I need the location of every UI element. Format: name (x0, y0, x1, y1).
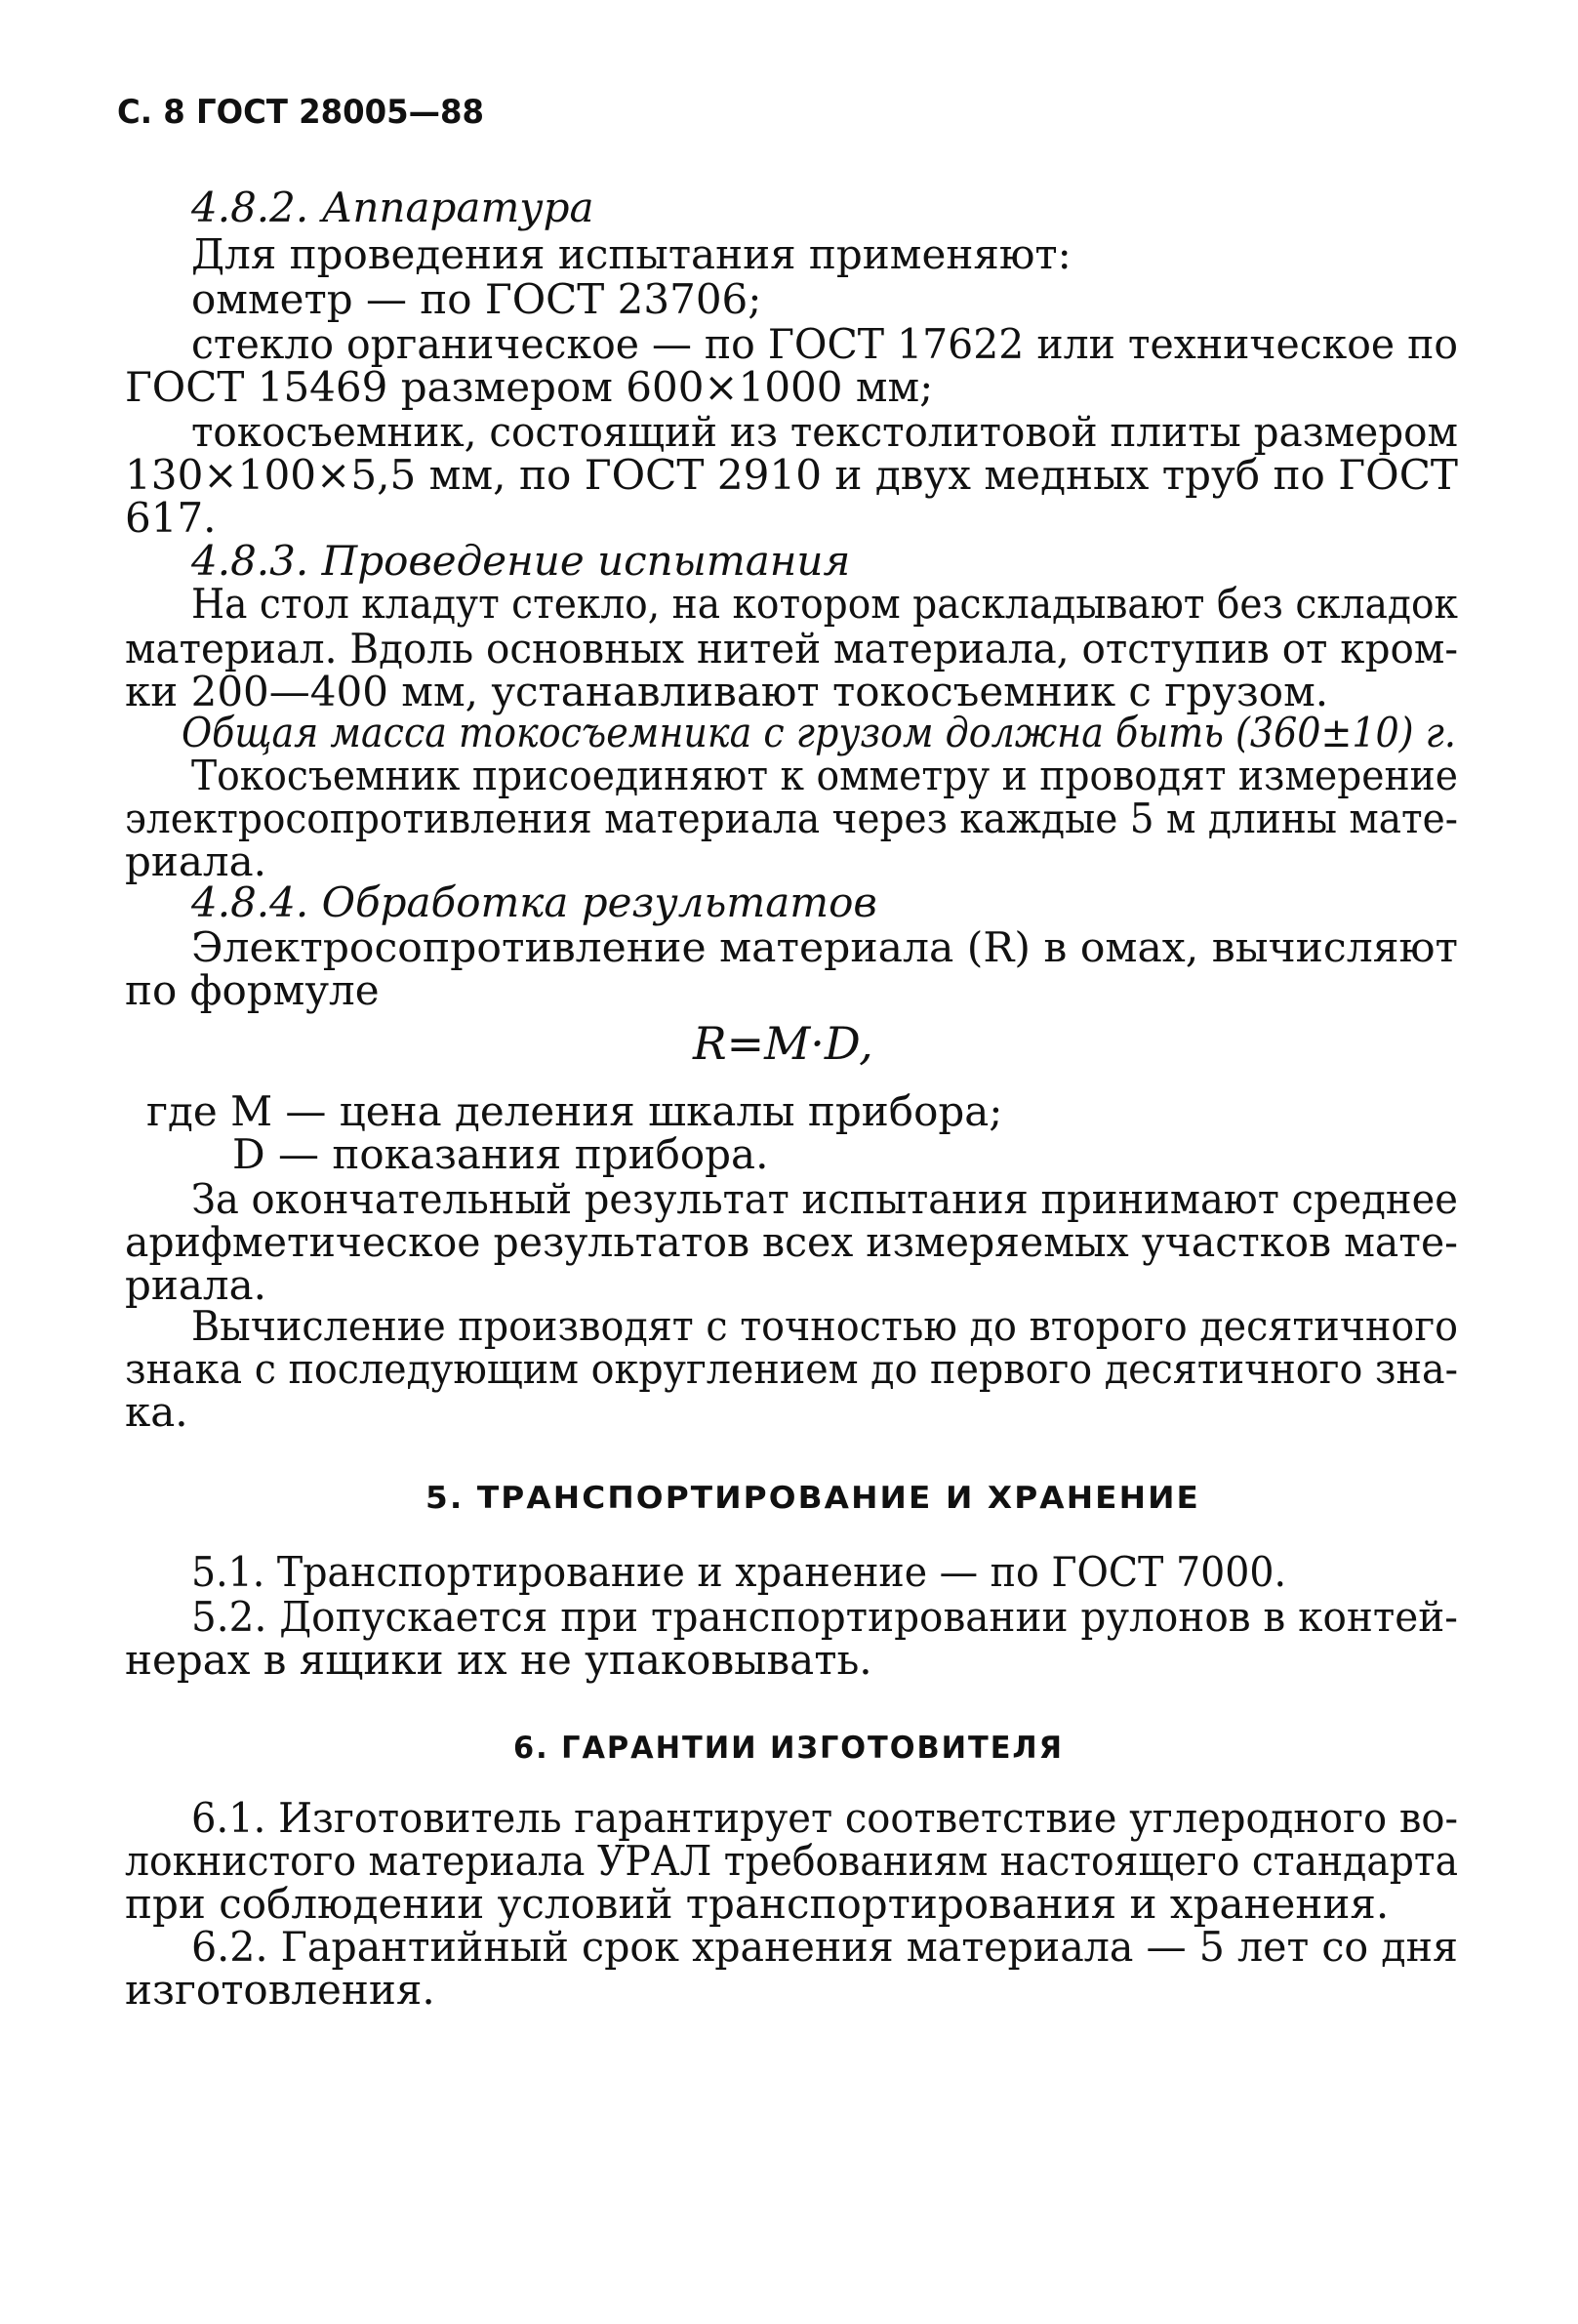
where-line: D — показания прибора. (232, 1130, 769, 1178)
text-line: 617. (125, 494, 217, 542)
text-line: За окончательный результат испытания принимают среднее (191, 1175, 1458, 1223)
text-line: знака с последующим округлением до первого десятичного зна- (125, 1345, 1458, 1393)
note-line: Общая масса токосъемника с грузом должна быть (360±10) г. (182, 709, 1456, 756)
where-line: где M — цена деления шкалы прибора; (146, 1087, 1003, 1135)
text-line: ГОСТ 15469 размером 600×1000 мм; (125, 363, 934, 411)
page-header: С. 8 ГОСТ 28005—88 (117, 93, 484, 132)
text-line: электросопротивления материала через каждые 5 м длины мате- (125, 795, 1458, 842)
text-line: изготовления. (125, 1966, 435, 2014)
text-line: Вычисление производят с точностью до второго десятичного (191, 1302, 1458, 1350)
text-line: омметр — по ГОСТ 23706; (191, 275, 762, 323)
text-line: локнистого материала УРАЛ требованиям настоящего стандарта (125, 1837, 1458, 1885)
text-line: 130×100×5,5 мм, по ГОСТ 2910 и двух медных труб по ГОСТ (125, 451, 1459, 499)
section-heading: 5. ТРАНСПОРТИРОВАНИЕ И ХРАНЕНИЕ (425, 1481, 1200, 1516)
text-line: по формуле (125, 966, 380, 1014)
text-line: при соблюдении условий транспортирования и хранения. (125, 1880, 1390, 1928)
section-heading: 6. ГАРАНТИИ ИЗГОТОВИТЕЛЯ (513, 1731, 1064, 1766)
text-line: нерах в ящики их не упаковывать. (125, 1636, 872, 1684)
section-title: 4.8.2. Аппаратура (191, 183, 594, 231)
text-line: На стол кладут стекло, на котором раскладывают без складок (191, 580, 1458, 628)
text-line: ки 200—400 мм, устанавливают токосъемник с грузом. (125, 668, 1329, 715)
text-line: 6.2. Гарантийный срок хранения материала — 5 лет со дня (191, 1923, 1458, 1971)
text-line: арифметическое результатов всех измеряемых участков мате- (125, 1218, 1458, 1266)
text-line: риала. (125, 1261, 266, 1309)
text-line: стекло органическое — по ГОСТ 17622 или техническое по (191, 320, 1458, 368)
text-line: 5.2. Допускается при транспортировании рулонов в контей- (191, 1593, 1458, 1641)
text-line: токосъемник, состоящий из текстолитовой плиты размером (191, 408, 1458, 456)
text-line: Для проведения испытания применяют: (191, 230, 1072, 278)
text-line: риала. (125, 837, 266, 885)
text-line: материал. Вдоль основных нитей материала, отступив от кром- (125, 625, 1458, 673)
section-title: 4.8.4. Обработка результатов (191, 878, 877, 926)
text-line: ка. (125, 1388, 188, 1436)
section-title: 4.8.3. Проведение испытания (191, 537, 851, 585)
formula: R=M·D, (693, 1017, 873, 1070)
text-line: 6.1. Изготовитель гарантирует соответствие углеродного во- (191, 1794, 1458, 1842)
text-line: 5.1. Транспортирование и хранение — по ГОСТ 7000. (191, 1548, 1286, 1596)
text-line: Электросопротивление материала (R) в омах, вычисляют (191, 923, 1458, 971)
text-line: Токосъемник присоединяют к омметру и проводят измерение (191, 752, 1458, 799)
